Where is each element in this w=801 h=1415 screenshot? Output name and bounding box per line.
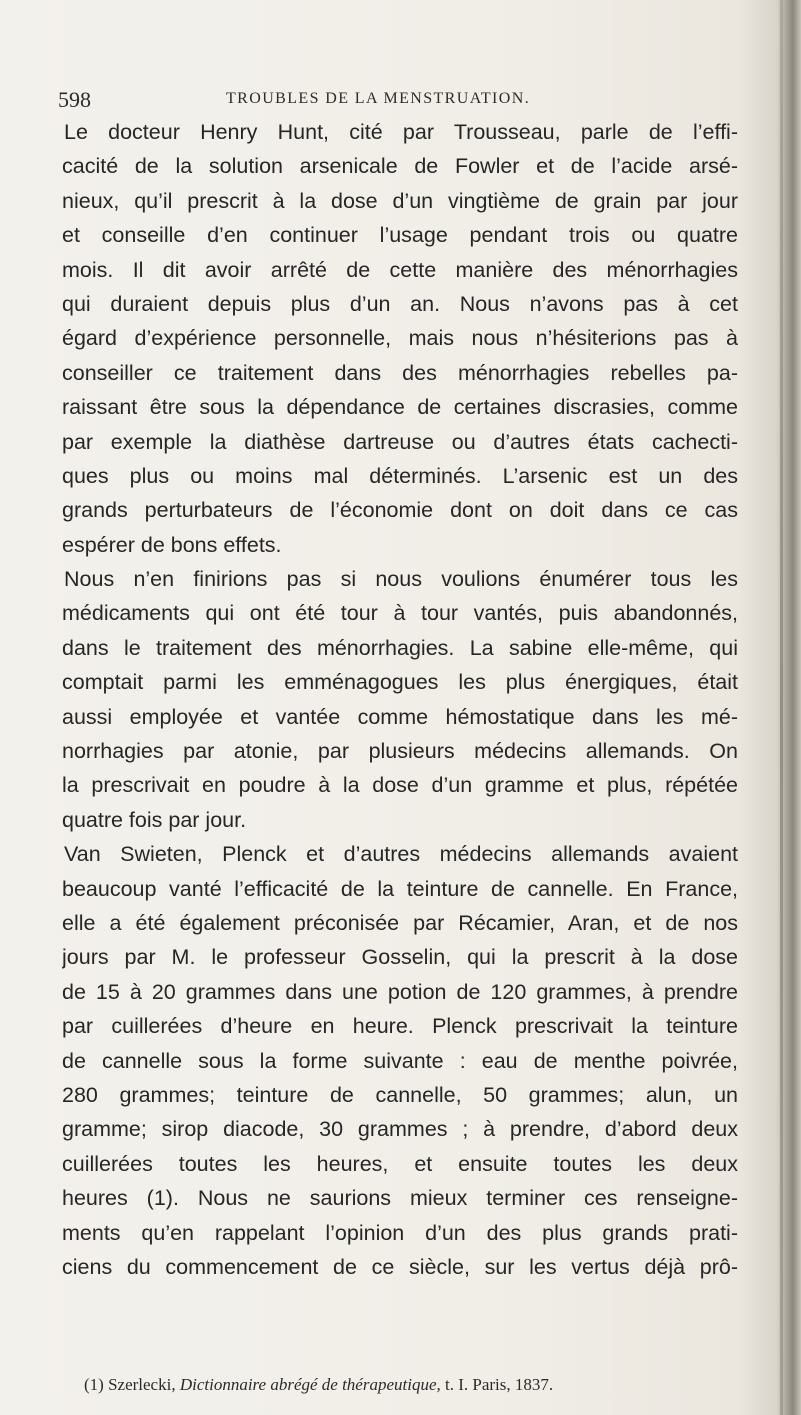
text-line: 280 grammes; teinture de cannelle, 50 grammes; alun, un [62, 1082, 738, 1107]
footnote [84, 1375, 744, 1395]
text-line: par cuillerées d’heure en heure. Plenck prescrivait la teinture [62, 1014, 738, 1039]
text-line: mois. Il dit avoir arrêté de cette manière des ménorrhagies [62, 257, 738, 282]
text-line: Nous n’en finirions pas si nous voulions énumérer tous les [64, 567, 738, 592]
text-line: Van Swieten, Plenck et d’autres médecins allemands avaient [64, 842, 738, 867]
text-line: elle a été également préconisée par Récamier, Aran, et de nos [62, 910, 738, 935]
page-number: 598 [58, 87, 91, 112]
text-line: Le docteur Henry Hunt, cité par Trousseau, parle de l’effi- [64, 120, 738, 144]
text-line: quatre fois par jour. [62, 807, 247, 832]
text-line: comptait parmi les emménagogues les plus énergiques, était [62, 670, 738, 695]
text-line: raissant être sous la dépendance de certaines discrasies, comme [62, 395, 738, 420]
text-line: gramme; sirop diacode, 30 grammes ; à prendre, d’abord deux [62, 1117, 738, 1142]
text-line: cuillerées toutes les heures, et ensuite toutes les deux [62, 1151, 738, 1176]
text-line: jours par M. le professeur Gosselin, qui la prescrit à la dose [62, 945, 738, 970]
text-line: nieux, qu’il prescrit à la dose d’un vingtième de grain par jour [62, 188, 738, 213]
footnote-details: t. I. Paris, 1837. [445, 1375, 554, 1394]
text-line: beaucoup vanté l’efficacité de la teinture de cannelle. En France, [62, 876, 738, 901]
text-line: dans le traitement des ménorrhagies. La sabine elle-même, qui [62, 635, 738, 660]
text-line: grands perturbateurs de l’économie dont on doit dans ce cas [62, 498, 738, 523]
text-line: la prescrivait en poudre à la dose d’un gramme et plus, répétée [62, 773, 738, 798]
footnote-author: Szerlecki, [108, 1375, 176, 1394]
running-title: TROUBLES DE LA MENSTRUATION. [226, 90, 531, 107]
running-head [0, 87, 740, 115]
text-line: qui duraient depuis plus d’un an. Nous n’avons pas à cet [62, 291, 738, 316]
text-line: ciens du commencement de ce siècle, sur les vertus déjà prô- [62, 1254, 738, 1279]
text-line: conseiller ce traitement dans des ménorrhagies rebelles pa- [62, 360, 738, 385]
text-line: égard d’expérience personnelle, mais nous n’hésiterions pas à [62, 326, 738, 351]
text-line: médicaments qui ont été tour à tour vantés, puis abandonnés, [62, 601, 738, 626]
text-line: cacité de la solution arsenicale de Fowler et de l’acide arsé- [62, 154, 738, 179]
text-line: norrhagies par atonie, par plusieurs médecins allemands. On [62, 739, 738, 764]
text-line: par exemple la diathèse dartreuse ou d’autres états cachecti- [62, 429, 738, 454]
body-text [62, 115, 738, 1284]
text-line: et conseille d’en continuer l’usage pendant trois ou quatre [62, 223, 738, 248]
text-line: de 15 à 20 grammes dans une potion de 120 grammes, à prendre [62, 979, 738, 1004]
text-line: heures (1). Nous ne saurions mieux terminer ces renseigne- [62, 1186, 738, 1211]
footnote-work-title: Dictionnaire abrégé de thérapeutique, [179, 1375, 441, 1394]
text-line: ments qu’en rappelant l’opinion d’un des plus grands prati- [62, 1220, 738, 1245]
text-line: espérer de bons effets. [62, 532, 282, 557]
page-edge-shadow [780, 0, 783, 1415]
footnote-marker: (1) [84, 1375, 104, 1394]
text-line: aussi employée et vantée comme hémostatique dans les mé- [62, 704, 738, 729]
text-line: ques plus ou moins mal déterminés. L’arsenic est un des [62, 463, 738, 488]
text-line: de cannelle sous la forme suivante : eau de menthe poivrée, [62, 1048, 738, 1073]
